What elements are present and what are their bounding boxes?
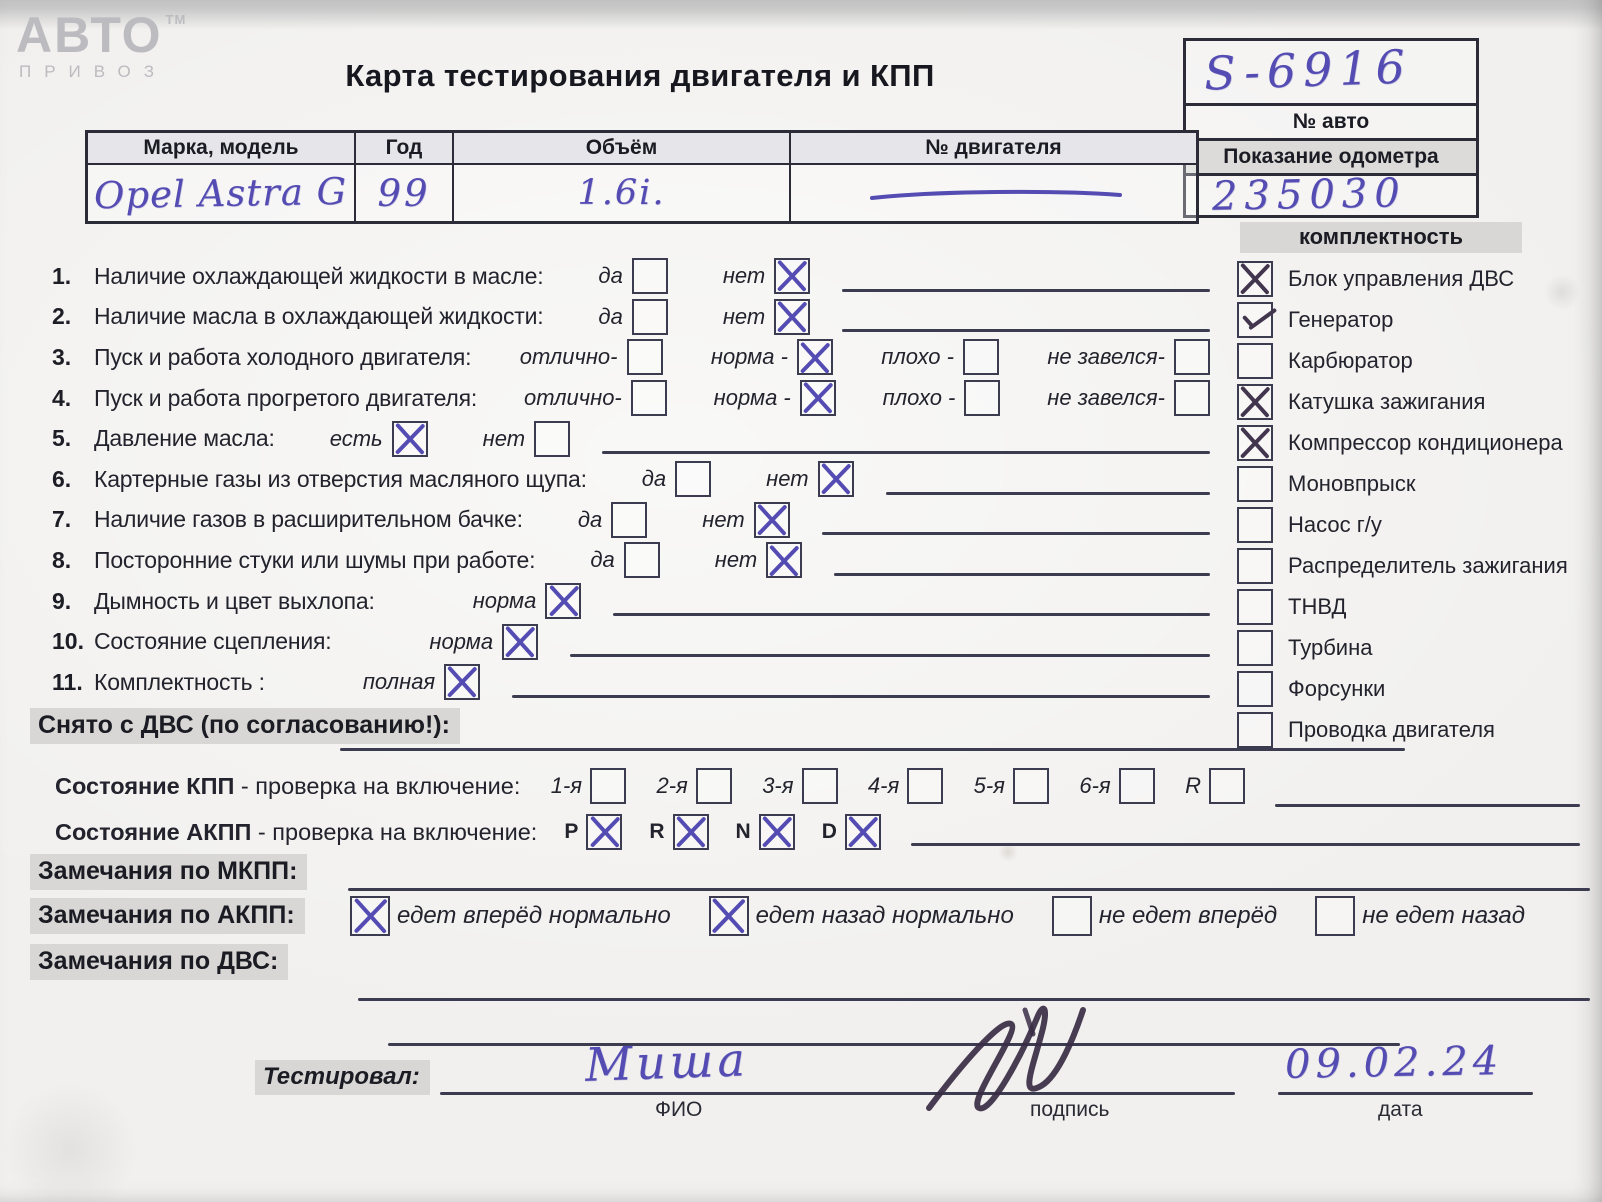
gearbox-auto-row bbox=[55, 810, 1580, 854]
gearbox-manual-line bbox=[1275, 804, 1580, 807]
checklist-option bbox=[578, 502, 647, 538]
completeness-item-label: Моновпрыск bbox=[1288, 470, 1416, 496]
vehicle-table bbox=[85, 130, 1199, 224]
row-number: 1. bbox=[52, 262, 72, 289]
checkbox bbox=[1237, 425, 1273, 461]
checkbox bbox=[774, 258, 810, 294]
gearbox-manual-label-bold: Состояние КПП bbox=[55, 772, 235, 799]
completeness-item bbox=[1237, 463, 1592, 504]
row-label: Наличие газов в расширительном бачке: bbox=[94, 506, 523, 533]
gear-option-label: 4-я bbox=[867, 773, 900, 798]
checklist-row bbox=[52, 581, 1210, 622]
checklist-option bbox=[524, 380, 667, 416]
checkbox bbox=[1237, 466, 1273, 502]
remarks-mkpp-line bbox=[348, 888, 1590, 891]
checklist-option bbox=[429, 624, 538, 660]
checkbox bbox=[845, 814, 881, 850]
completeness-item bbox=[1237, 340, 1592, 381]
gearbox-auto-label bbox=[55, 819, 537, 846]
checklist-option bbox=[330, 421, 428, 457]
checkbox bbox=[545, 583, 581, 619]
col-header-make-model: Марка, модель bbox=[88, 133, 356, 165]
logo-subtext: ПРИВОЗ bbox=[19, 62, 168, 81]
fill-line bbox=[834, 573, 1210, 576]
checklist-option bbox=[473, 583, 582, 619]
completeness-item bbox=[1237, 299, 1592, 340]
fill-line bbox=[512, 695, 1210, 698]
checklist-option bbox=[711, 339, 833, 375]
checkbox bbox=[1237, 384, 1273, 420]
gear-option bbox=[974, 768, 1049, 804]
gear-option bbox=[736, 814, 795, 850]
row-label: Давление масла: bbox=[94, 425, 275, 452]
completeness-item bbox=[1237, 545, 1592, 586]
completeness-item bbox=[1237, 422, 1592, 463]
checkbox bbox=[1174, 380, 1210, 416]
completeness-item bbox=[1237, 586, 1592, 627]
completeness-item-label: Генератор bbox=[1288, 306, 1394, 332]
checkbox bbox=[1237, 548, 1273, 584]
checkbox bbox=[754, 502, 790, 538]
checkbox bbox=[759, 814, 795, 850]
fill-line bbox=[911, 843, 1580, 846]
odometer-label: Показание одометра bbox=[1186, 141, 1476, 176]
option-label: отлично- bbox=[519, 344, 618, 370]
row-label: Пуск и работа прогретого двигателя: bbox=[94, 384, 478, 411]
completeness-list bbox=[1237, 258, 1592, 750]
signature-caption: подпись bbox=[1030, 1098, 1110, 1121]
fill-line bbox=[602, 451, 1210, 454]
checkbox bbox=[675, 461, 711, 497]
volume-handwritten: 1.6i. bbox=[577, 173, 666, 213]
checkbox bbox=[392, 421, 428, 457]
remark-option-label: едет вперёд нормально bbox=[397, 902, 671, 929]
car-id-box bbox=[1183, 38, 1479, 218]
engine-no-value-cell bbox=[791, 165, 1196, 221]
logo-brand-text: АВТО bbox=[16, 7, 163, 63]
tested-by-label: Тестировал: bbox=[255, 1060, 430, 1095]
fill-line bbox=[570, 654, 1210, 657]
checklist-row bbox=[52, 418, 1210, 459]
option-label: не завелся- bbox=[1047, 344, 1165, 370]
fill-line bbox=[886, 492, 1210, 495]
checkbox bbox=[1237, 343, 1273, 379]
option-label: да bbox=[577, 506, 603, 532]
logo-brand bbox=[16, 7, 187, 63]
row-label: Посторонние стуки или шумы при работе: bbox=[94, 546, 536, 573]
odometer-cell bbox=[1186, 170, 1476, 220]
checkbox bbox=[627, 339, 663, 375]
remarks-extra-line bbox=[388, 1043, 1400, 1046]
completeness-item bbox=[1237, 668, 1592, 709]
fio-caption: ФИО bbox=[655, 1098, 703, 1121]
col-header-year: Год bbox=[356, 133, 454, 165]
option-label: нет bbox=[722, 303, 766, 329]
option-label: норма - bbox=[710, 344, 788, 370]
logo-tm-mark: ТМ bbox=[165, 12, 187, 27]
fill-line bbox=[613, 613, 1210, 616]
gear-option bbox=[656, 768, 731, 804]
row-number: 6. bbox=[52, 465, 72, 492]
gear-option bbox=[822, 814, 881, 850]
checklist-row bbox=[52, 378, 1210, 419]
gear-option bbox=[1079, 768, 1154, 804]
fill-line bbox=[822, 532, 1210, 535]
checklist-row bbox=[52, 297, 1210, 338]
checkbox bbox=[907, 768, 943, 804]
checkbox bbox=[802, 768, 838, 804]
completeness-header: комплектность bbox=[1240, 222, 1522, 253]
checkbox bbox=[964, 380, 1000, 416]
remarks-mkpp-label: Замечания по МКПП: bbox=[30, 854, 307, 890]
date-handwritten: 09.02.24 bbox=[1284, 1038, 1504, 1088]
car-number-label: № авто bbox=[1186, 106, 1476, 141]
option-label: нет bbox=[766, 466, 809, 492]
checkbox bbox=[1237, 589, 1273, 625]
remark-option-label: не едет вперёд bbox=[1098, 902, 1278, 929]
checkbox bbox=[631, 380, 667, 416]
checkbox bbox=[1013, 768, 1049, 804]
remark-option bbox=[350, 896, 671, 936]
remarks-dvs-label: Замечания по ДВС: bbox=[30, 944, 288, 980]
option-label: нет bbox=[722, 263, 766, 289]
completeness-item-label: Турбина bbox=[1288, 634, 1373, 660]
checklist-option bbox=[598, 299, 667, 335]
car-number-cell bbox=[1186, 41, 1476, 106]
date-caption: дата bbox=[1378, 1098, 1423, 1121]
year-handwritten: 99 bbox=[377, 171, 431, 215]
option-label: да bbox=[590, 547, 615, 573]
checkbox bbox=[611, 502, 647, 538]
option-label: плохо - bbox=[882, 385, 956, 411]
gear-option bbox=[1185, 768, 1245, 804]
row-number: 10. bbox=[52, 628, 84, 655]
checkbox bbox=[1237, 630, 1273, 666]
checklist-row bbox=[52, 662, 1210, 703]
gear-option-label: N bbox=[735, 820, 751, 843]
gear-option-label: 1-я bbox=[550, 773, 583, 798]
completeness-item bbox=[1237, 709, 1592, 750]
gearbox-manual-label bbox=[55, 773, 520, 800]
checkbox bbox=[800, 380, 836, 416]
row-number: 8. bbox=[52, 546, 72, 573]
checkbox bbox=[774, 299, 810, 335]
checklist-option bbox=[590, 542, 659, 578]
row-label: Наличие охлаждающей жидкости в масле: bbox=[94, 262, 544, 289]
checkbox bbox=[624, 542, 660, 578]
checkbox bbox=[1119, 768, 1155, 804]
car-number-handwritten: S-6916 bbox=[1203, 39, 1413, 101]
checklist-option bbox=[883, 380, 1001, 416]
checklist-option bbox=[714, 380, 836, 416]
row-number: 11. bbox=[52, 668, 83, 695]
option-label: да bbox=[598, 263, 623, 289]
checkbox bbox=[502, 624, 538, 660]
fio-signature-line bbox=[440, 1092, 1235, 1095]
checkbox bbox=[590, 768, 626, 804]
gear-option-label: 2-я bbox=[656, 773, 688, 798]
checkbox bbox=[797, 339, 833, 375]
checkbox bbox=[632, 299, 668, 335]
checkbox bbox=[709, 896, 749, 936]
row-number: 7. bbox=[52, 506, 72, 533]
col-header-engine-no: № двигателя bbox=[791, 133, 1196, 165]
row-number: 3. bbox=[52, 343, 72, 370]
gearbox-manual-label-rest: - проверка на включение: bbox=[234, 772, 521, 799]
checkbox bbox=[696, 768, 732, 804]
engine-checklist bbox=[52, 256, 1210, 703]
odometer-value-handwritten: 235030 bbox=[1211, 170, 1408, 220]
option-label: нет bbox=[482, 425, 526, 451]
checklist-option bbox=[881, 339, 999, 375]
remark-option-label: едет назад нормально bbox=[755, 902, 1014, 929]
checkbox bbox=[632, 258, 668, 294]
checklist-option bbox=[1047, 380, 1210, 416]
gear-option bbox=[762, 768, 837, 804]
date-line bbox=[1278, 1092, 1533, 1095]
checklist-option bbox=[715, 542, 802, 578]
form-title: Карта тестирования двигателя и КПП bbox=[345, 58, 935, 93]
option-label: не завелся- bbox=[1047, 385, 1165, 411]
remark-option bbox=[1052, 896, 1277, 936]
year-value-cell bbox=[356, 165, 454, 221]
checklist-row bbox=[52, 337, 1210, 378]
engine-number-dash bbox=[866, 187, 1126, 203]
completeness-item-label: Насос г/у bbox=[1288, 511, 1382, 537]
option-label: отлично- bbox=[523, 385, 622, 411]
completeness-item bbox=[1237, 258, 1592, 299]
completeness-item-label: Форсунки bbox=[1288, 675, 1386, 701]
gear-option bbox=[868, 768, 943, 804]
checkbox bbox=[1174, 339, 1210, 375]
option-label: нет bbox=[702, 506, 745, 532]
checkbox bbox=[534, 421, 570, 457]
checklist-option bbox=[766, 461, 853, 497]
checkbox bbox=[673, 814, 709, 850]
completeness-item-label: ТНВД bbox=[1288, 593, 1347, 619]
completeness-item bbox=[1237, 381, 1592, 422]
checkbox bbox=[963, 339, 999, 375]
remarks-akpp-options bbox=[350, 893, 1525, 939]
gear-option-label: 3-я bbox=[762, 773, 794, 798]
option-label: норма - bbox=[713, 385, 791, 411]
gear-option-label: 6-я bbox=[1079, 773, 1111, 798]
checklist-option bbox=[598, 258, 667, 294]
checkbox bbox=[818, 461, 854, 497]
checklist-row bbox=[52, 500, 1210, 541]
completeness-item-label: Компрессор кондиционера bbox=[1288, 429, 1563, 455]
gear-option-label: 5-я bbox=[973, 773, 1005, 798]
remark-option bbox=[709, 896, 1014, 936]
row-label: Наличие масла в охлаждающей жидкости: bbox=[94, 303, 544, 330]
option-label: да bbox=[641, 466, 667, 492]
completeness-item bbox=[1237, 627, 1592, 668]
option-label: полная bbox=[362, 669, 436, 695]
checklist-row bbox=[52, 621, 1210, 662]
row-label: Пуск и работа холодного двигателя: bbox=[94, 343, 472, 370]
checkbox bbox=[766, 542, 802, 578]
make-model-handwritten: Opel Astra G bbox=[94, 169, 348, 217]
removed-from-engine-label: Снято с ДВС (по согласованию!): bbox=[30, 708, 460, 744]
gearbox-auto-label-rest: - проверка на включение: bbox=[251, 818, 538, 845]
completeness-item-label: Карбюратор bbox=[1288, 347, 1413, 373]
checkbox bbox=[1237, 302, 1273, 338]
checklist-option bbox=[723, 299, 810, 335]
completeness-item-label: Катушка зажигания bbox=[1288, 388, 1486, 414]
checklist-option bbox=[483, 421, 570, 457]
row-number: 9. bbox=[52, 587, 72, 614]
option-label: да bbox=[598, 303, 623, 329]
row-number: 2. bbox=[52, 303, 72, 330]
avtoprivoz-logo bbox=[16, 7, 187, 82]
option-label: нет bbox=[714, 547, 758, 573]
gear-option bbox=[564, 814, 622, 850]
remarks-akpp-label: Замечания по АКПП: bbox=[30, 898, 305, 934]
row-label: Состояние сцепления: bbox=[94, 628, 332, 655]
option-label: плохо - bbox=[881, 344, 954, 370]
checkbox bbox=[1209, 768, 1245, 804]
gear-option-label: P bbox=[564, 820, 579, 843]
checklist-row bbox=[52, 256, 1210, 297]
option-label: норма bbox=[429, 628, 494, 654]
checklist-row bbox=[52, 540, 1210, 581]
checklist-option bbox=[363, 664, 480, 700]
checkbox bbox=[1315, 896, 1355, 936]
row-label: Комплектность : bbox=[94, 668, 265, 695]
row-number: 4. bbox=[52, 384, 72, 411]
row-label: Дымность и цвет выхлопа: bbox=[94, 587, 375, 614]
option-label: норма bbox=[472, 588, 537, 614]
checklist-option bbox=[723, 258, 810, 294]
checkbox bbox=[1052, 896, 1092, 936]
option-label: есть bbox=[329, 425, 383, 451]
gear-option bbox=[551, 768, 626, 804]
fill-line bbox=[842, 289, 1210, 292]
completeness-item bbox=[1237, 504, 1592, 545]
row-number: 5. bbox=[52, 425, 72, 452]
completeness-item-label: Распределитель зажигания bbox=[1288, 552, 1568, 578]
checkbox bbox=[1237, 261, 1273, 297]
tester-name-handwritten: Миша bbox=[584, 1032, 750, 1092]
checklist-row bbox=[52, 459, 1210, 500]
remark-option-label: не едет назад bbox=[1362, 902, 1526, 929]
completeness-item-label: Проводка двигателя bbox=[1288, 716, 1495, 742]
checklist-option bbox=[702, 502, 789, 538]
col-header-volume: Объём bbox=[454, 133, 791, 165]
make-model-value-cell bbox=[88, 165, 356, 221]
checklist-option bbox=[642, 461, 711, 497]
completeness-item-label: Блок управления ДВС bbox=[1288, 265, 1515, 291]
checkbox bbox=[444, 664, 480, 700]
gear-option-label: R bbox=[649, 820, 665, 843]
checkbox bbox=[350, 896, 390, 936]
gearbox-manual-row bbox=[55, 764, 1245, 808]
checklist-option bbox=[1047, 339, 1210, 375]
gear-option-label: R bbox=[1185, 773, 1201, 798]
checklist-option bbox=[520, 339, 663, 375]
gearbox-auto-label-bold: Состояние АКПП bbox=[55, 818, 252, 845]
gear-option-label: D bbox=[821, 820, 837, 843]
gear-option bbox=[649, 814, 708, 850]
checkbox bbox=[586, 814, 622, 850]
checkbox bbox=[1237, 671, 1273, 707]
checkbox bbox=[1237, 507, 1273, 543]
checkbox bbox=[1237, 712, 1273, 748]
fill-line bbox=[842, 329, 1210, 332]
volume-value-cell bbox=[454, 165, 791, 221]
remark-option bbox=[1315, 896, 1525, 936]
row-label: Картерные газы из отверстия масляного щупа: bbox=[94, 465, 587, 492]
